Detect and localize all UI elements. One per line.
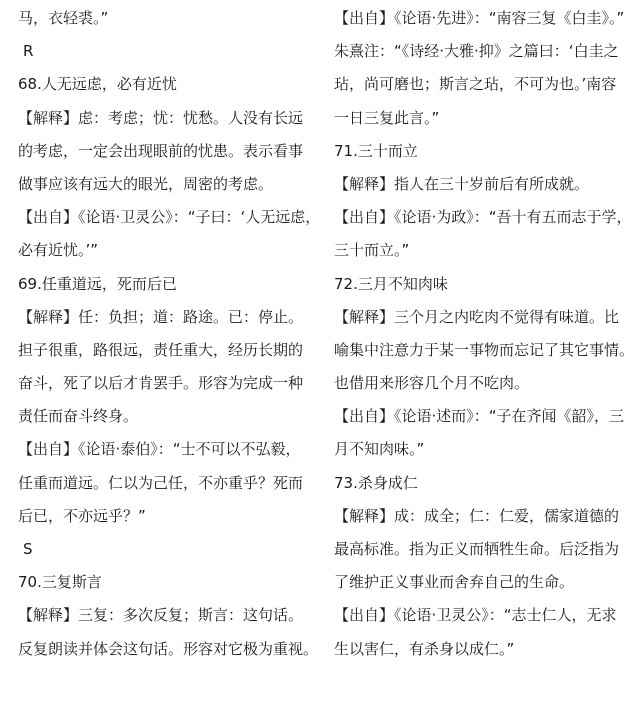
text-line: 做事应该有远大的眼光，周密的考虑。 xyxy=(18,174,274,193)
text-line: 【解释】指人在三十岁前后有所成就。 xyxy=(334,174,590,193)
section-letter-r: R xyxy=(23,42,34,61)
text-line: 【解释】成：成全；仁：仁爱，儒家道德的 xyxy=(334,506,620,525)
text-line: 朱熹注：“《诗经·大雅·抑》之篇曰：‘白圭之 xyxy=(334,42,619,61)
text-line: 奋斗，死了以后才肯罢手。形容为完成一种 xyxy=(18,374,304,393)
text-line: 月不知肉味。” xyxy=(334,440,425,459)
text-line: 责任而奋斗终身。 xyxy=(18,407,139,426)
text-line: 【出自】《论语·泰伯》：“士不可以不弘毅， xyxy=(18,440,301,459)
idiom-heading-69: 69.任重道远，死而后已 xyxy=(18,274,177,293)
idiom-heading-72: 72.三月不知肉味 xyxy=(334,274,448,293)
text-line: 马，衣轻裘。” xyxy=(18,9,109,27)
text-line: 反复朗读并体会这句话。形容对它极为重视。 xyxy=(18,639,319,658)
text-line: 任重而道远。仁以为己任，不亦重乎？死而 xyxy=(18,473,304,492)
text-line: 最高标准。指为正义而牺牲生命。后泛指为 xyxy=(334,540,620,558)
section-letter-s: S xyxy=(23,540,33,558)
text-line: 【解释】任：负担；道：路途。已：停止。 xyxy=(18,307,304,326)
text-line: 生以害仁，有杀身以成仁。” xyxy=(334,639,515,658)
text-line: 三十而立。” xyxy=(334,241,410,260)
idiom-heading-70: 70.三复斯言 xyxy=(18,573,102,592)
right-column xyxy=(334,0,640,666)
text-line: 担子很重，路很远，责任重大，经历长期的 xyxy=(18,340,304,359)
text-line: 【出自】《论语·卫灵公》：“志士仁人，无求 xyxy=(334,606,617,625)
text-line: 【解释】三个月之内吃肉不觉得有味道。比 xyxy=(334,307,620,326)
text-line: 的考虑，一定会出现眼前的忧患。表示看事 xyxy=(18,141,304,160)
text-line: 【解释】三复：多次反复；斯言：这句话。 xyxy=(18,606,304,625)
idiom-heading-71: 71.三十而立 xyxy=(334,141,418,160)
text-line: 也借用来形容几个月不吃肉。 xyxy=(334,374,530,393)
left-column xyxy=(18,0,324,666)
idiom-heading-68: 68.人无远虑，必有近忧 xyxy=(18,75,177,94)
text-line: 一日三复此言。” xyxy=(334,108,440,127)
text-line: 喻集中注意力于某一事物而忘记了其它事情。 xyxy=(334,340,635,359)
text-line: 必有近忧。’” xyxy=(18,241,99,260)
text-line: 【解释】虑：考虑；忧：忧愁。人没有长远 xyxy=(18,108,304,127)
idiom-heading-73: 73.杀身成仁 xyxy=(334,473,418,492)
text-line: 【出自】《论语·为政》：“吾十有五而志于学， xyxy=(334,208,632,227)
text-line: 了维护正义事业而舍弃自己的生命。 xyxy=(334,573,575,592)
text-line: 玷，尚可磨也；斯言之玷，不可为也。’南容 xyxy=(334,75,617,94)
text-line: 后已，不亦远乎？” xyxy=(18,506,146,525)
text-line: 【出自】《论语·述而》：“子在齐闻《韶》，三 xyxy=(334,407,625,426)
text-line: 【出自】《论语·先进》：“南容三复《白圭》。” xyxy=(334,9,625,27)
text-line: 【出自】《论语·卫灵公》：“子曰：‘人无远虑， xyxy=(18,208,321,227)
